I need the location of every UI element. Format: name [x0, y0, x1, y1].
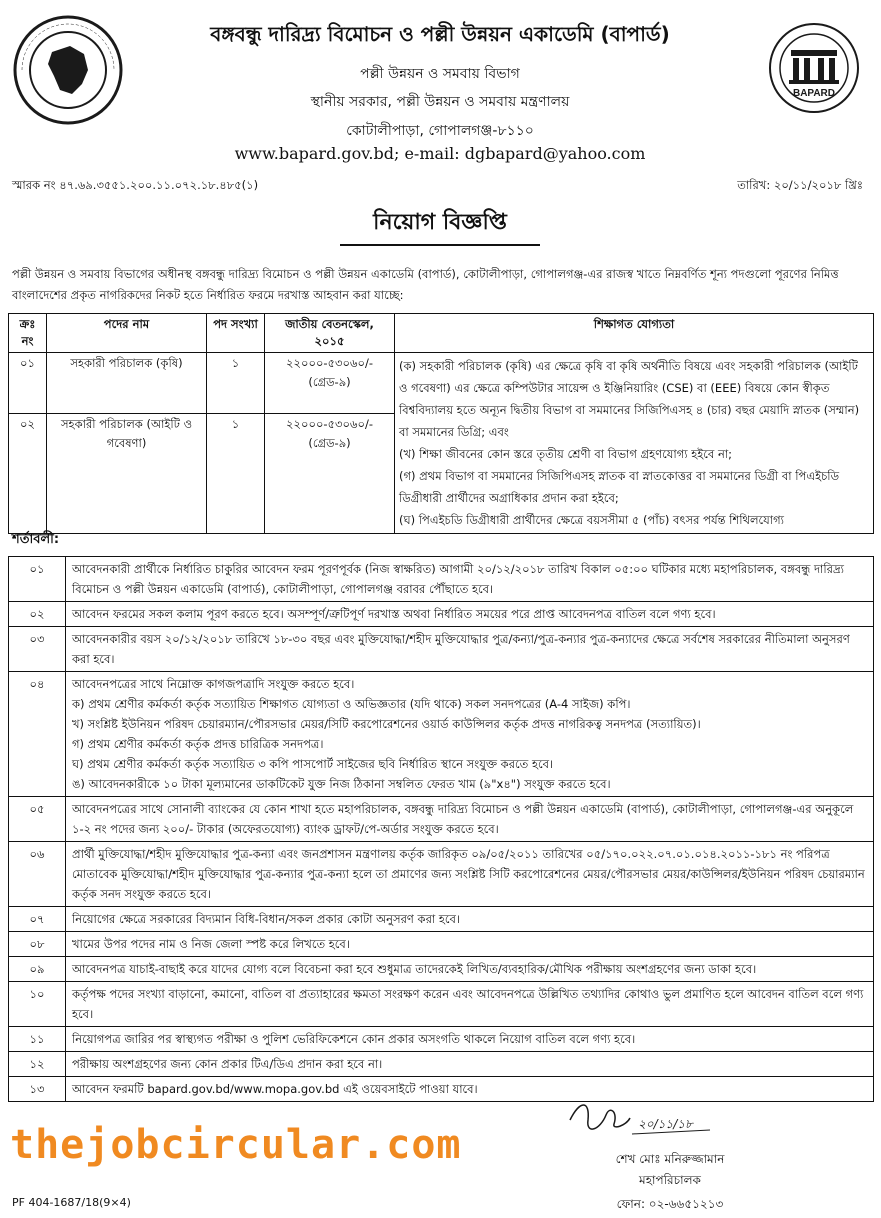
signature-scribble [560, 1090, 770, 1150]
government-seal-logo [12, 14, 124, 126]
term-number: ০১ [9, 557, 66, 602]
terms-table [8, 556, 874, 1102]
pf-code: PF 404-1687/18(9×4) [12, 1196, 131, 1209]
term-text: প্রার্থী মুক্তিযোদ্ধা/শহীদ মুক্তিযোদ্ধার পুত্র-কন্যা এবং জনপ্রশাসন মন্ত্রণালয় কর্তৃক জারিকৃত ০৯/০৫/২০১১ তারিখের ০৫/১৭০.০২২.০৭.০১.০১৪.২০১১-১৮১ নং পরিপত্র মোতাবেক মুক্তিযোদ্ধা/শহীদ মুক্তিযোদ্ধার পুত্র-কন্যার পুত্র-কন্যা হলে তা প্রমাণের জন্য সংশ্লিষ্ট সিটি করপোরেশনের মেয়র/পৌরসভার মেয়র/কাউন্সিলর/ইউনিয়ন পরিষদ চেয়ারম্যান কর্তৃক সনদ সংযুক্ত করতে হবে। [66, 842, 874, 907]
signature-date: ২০/১১/১৮ [638, 1117, 693, 1131]
pay-grade: (গ্রেড-৯) [308, 436, 351, 450]
post-name: সহকারী পরিচালক (আইটি ও গবেষণা) [47, 414, 207, 534]
post-serial: ০১ [9, 353, 47, 414]
qualification-item: (গ) প্রথম বিভাগ বা সমমানের সিজিপিএসহ স্নাতক বা স্নাতকোত্তর বা সমমানের ডিগ্রী বা পিএইচডি ডিগ্রীধারী প্রার্থীদের অগ্রাধিকার প্রদান করা হইবে; [399, 469, 840, 505]
term-number: ১০ [9, 982, 66, 1027]
signatory-name: শেখ মোঃ মনিরুজ্জামান [615, 1152, 725, 1166]
term-number: ১১ [9, 1027, 66, 1052]
col-post-count: পদ সংখ্যা [207, 314, 265, 353]
table-row [9, 1027, 874, 1052]
term-text: নিয়োগের ক্ষেত্রে সরকারের বিদ্যমান বিধি-বিধান/সকল প্রকার কোটা অনুসরণ করা হবে। [66, 907, 874, 932]
term-line: খ) সংশ্লিষ্ট ইউনিয়ন পরিষদ চেয়ারম্যান/পৌরসভার মেয়র/সিটি করপোরেশনের ওয়ার্ড কাউন্সিলর কর্তৃক প্রদত্ত নাগরিকত্ব সনদপত্র (সত্যায়িত)। [72, 717, 701, 731]
table-row [9, 932, 874, 957]
qualification-item: (ঘ) পিএইচডি ডিগ্রীধারী প্রার্থীদের ক্ষেত্রে বয়সসীমা ৫ (পাঁচ) বৎসর পর্যন্ত শিথিলযোগ্য [399, 513, 785, 527]
term-line: ঘ) প্রথম শ্রেণীর কর্মকর্তা কর্তৃক সত্যায়িত ৩ কপি পাসপোর্ট সাইজের ছবি নির্ধারিত স্থানে সংযুক্ত করতে হবে। [72, 757, 554, 771]
term-text: নিয়োগপত্র জারির পর স্বাস্থ্যগত পরীক্ষা ও পুলিশ ভেরিফিকেশনে কোন প্রকার অসংগতি থাকলে নিয়োগ বাতিল বলে গণ্য হবে। [66, 1027, 874, 1052]
term-line: ঙ) আবেদনকারীকে ১০ টাকা মূল্যমানের ডাকটিকেট যুক্ত নিজ ঠিকানা সম্বলিত ফেরত খাম (৯"x৪") সংযুক্ত করতে হবে। [72, 777, 611, 791]
posts-table [8, 313, 874, 534]
col-qualification: শিক্ষাগত যোগ্যতা [395, 314, 874, 353]
division-name: পল্লী উন্নয়ন ও সমবায় বিভাগ [360, 66, 520, 82]
pay-scale [265, 414, 395, 534]
table-row [9, 957, 874, 982]
intro-paragraph: পল্লী উন্নয়ন ও সমবায় বিভাগের অধীনস্থ বঙ্গবন্ধু দারিদ্র্য বিমোচন ও পল্লী উন্নয়ন একাডেমি (বাপার্ড), কোটালীপাড়া, গোপালগঞ্জ-এর রাজস্ব খাতে নিম্নবর্ণিত শূন্য পদগুলো পূরণের নিমিত্ত বাংলাদেশের প্রকৃত নাগরিকদের নিকট হতে নির্ধারিত ফরমে দরখাস্ত আহবান করা যাচ্ছে: [12, 267, 839, 302]
table-row [9, 1052, 874, 1077]
signatory-phone: ফোন: ০২-৬৬৫১২১৩ [616, 1197, 724, 1211]
pay-scale-amount: ২২০০০-৫৩০৬০/- [286, 356, 373, 370]
org-title: বঙ্গবন্ধু দারিদ্র্য বিমোচন ও পল্লী উন্নয়ন একাডেমি (বাপার্ড) [210, 22, 670, 46]
term-text: পরীক্ষায় অংশগ্রহণের জন্য কোন প্রকার টিএ/ডিএ প্রদান করা হবে না। [66, 1052, 874, 1077]
term-text: আবেদনকারীর বয়স ২০/১২/২০১৮ তারিখে ১৮-৩০ বছর এবং মুক্তিযোদ্ধা/শহীদ মুক্তিযোদ্ধার পুত্র/কন্যা/পুত্র-কন্যার পুত্র-কন্যাদের ক্ষেত্রে সর্বশেষ সরকারের নীতিমালা অনুসরণ করা হবে। [66, 627, 874, 672]
signatory-title: মহাপরিচালক [639, 1173, 701, 1187]
term-line: ক) প্রথম শ্রেণীর কর্মকর্তা কর্তৃক সত্যায়িত শিক্ষাগত যোগ্যতা ও অভিজ্ঞতার (যদি থাকে) সকল সনদপত্রের (A-4 সাইজ) কপি। [72, 697, 631, 711]
table-row [9, 797, 874, 842]
term-text: আবেদনকারী প্রার্থীকে নির্ধারিত চাকুরির আবেদন ফরম পূরণপূর্বক (নিজ স্বাক্ষরিত) আগামী ২০/১২/২০১৮ তারিখ বিকাল ০৫:০০ ঘটিকার মধ্যে মহাপরিচালক, বঙ্গবন্ধু দারিদ্র্য বিমোচন ও পল্লী উন্নয়ন একাডেমি (বাপার্ড), কোটালীপাড়া, গোপালগঞ্জ বরাবর পৌঁছাতে হবে। [66, 557, 874, 602]
pay-scale [265, 353, 395, 414]
term-number: ০২ [9, 602, 66, 627]
qualification-item: (খ) শিক্ষা জীবনের কোন স্তরে তৃতীয় শ্রেণী বা বিভাগ গ্রহণযোগ্য হইবে না; [399, 447, 733, 461]
table-row [9, 842, 874, 907]
pay-grade: (গ্রেড-৯) [308, 375, 351, 389]
term-text: কর্তৃপক্ষ পদের সংখ্যা বাড়ানো, কমানো, বাতিল বা প্রত্যাহারের ক্ষমতা সংরক্ষণ করেন এবং আবেদনপত্রে উল্লিখিত তথ্যাদির কোথাও ভুল প্রমাণিত হলে আবেদন বাতিল বলে গণ্য হবে। [66, 982, 874, 1027]
bapard-logo-text: BAPARD [792, 88, 836, 99]
bapard-logo [765, 14, 863, 130]
term-number: ০৫ [9, 797, 66, 842]
table-row [9, 557, 874, 602]
term-number: ০৮ [9, 932, 66, 957]
notice-date: তারিখ: ২০/১১/২০১৮ খ্রিঃ [737, 178, 863, 192]
terms-heading: শর্তাবলী: [12, 532, 60, 547]
term-text: আবেদন ফরমের সকল কলাম পূরণ করতে হবে। অসম্পূর্ণ/ত্রুটিপূর্ণ দরখাস্ত অথবা নির্ধারিত সময়ের পরে প্রাপ্ত আবেদনপত্র বাতিল বলে গণ্য হবে। [66, 602, 874, 627]
term-number: ১২ [9, 1052, 66, 1077]
term-text [66, 672, 874, 797]
post-serial: ০২ [9, 414, 47, 534]
col-serial: ক্রঃ নং [9, 314, 47, 353]
term-number: ০৬ [9, 842, 66, 907]
posts-table-header [9, 314, 874, 353]
col-post-name: পদের নাম [47, 314, 207, 353]
table-row [9, 627, 874, 672]
term-line: গ) প্রথম শ্রেণীর কর্মকর্তা কর্তৃক প্রদত্ত চারিত্রিক সনদপত্র। [72, 737, 324, 751]
table-row [9, 907, 874, 932]
term-text: আবেদনপত্র যাচাই-বাছাই করে যাদের যোগ্য বলে বিবেচনা করা হবে শুধুমাত্র তাদেরকেই লিখিত/ব্যবহারিক/মৌখিক পরীক্ষায় অংশগ্রহণের জন্য ডাকা হবে। [66, 957, 874, 982]
term-number: ০৪ [9, 672, 66, 797]
notice-title: নিয়োগ বিজ্ঞপ্তি [340, 205, 540, 246]
memo-number: স্মারক নং ৪৭.৬৯.৩৫৫১.২০০.১১.০৭২.১৮.৪৮৫(১) [12, 178, 259, 192]
post-count: ১ [207, 353, 265, 414]
pay-scale-amount: ২২০০০-৫৩০৬০/- [286, 417, 373, 431]
term-text: খামের উপর পদের নাম ও নিজ জেলা স্পষ্ট করে লিখতে হবে। [66, 932, 874, 957]
table-row [9, 353, 874, 414]
address: কোটালীপাড়া, গোপালগঞ্জ-৮১১০ [346, 123, 534, 139]
term-text: আবেদনপত্রের সাথে সোনালী ব্যাংকের যে কোন শাখা হতে মহাপরিচালক, বঙ্গবন্ধু দারিদ্র্য বিমোচন ও পল্লী উন্নয়ন একাডেমি (বাপার্ড), কোটালীপাড়া, গোপালগঞ্জ-এর অনুকূলে ১-২ নং পদের জন্য ২০০/- টাকার (অফেরতযোগ্য) ব্যাংক ড্রাফট/পে-অর্ডার সংযুক্ত করতে হবে। [66, 797, 874, 842]
table-row [9, 602, 874, 627]
term-number: ০৩ [9, 627, 66, 672]
qualification-item: (ক) সহকারী পরিচালক (কৃষি) এর ক্ষেত্রে কৃষি বা কৃষি অর্থনীতি বিষয়ে এবং সহকারী পরিচালক (আইটি ও গবেষণা) এর ক্ষেত্রে কম্পিউটার সায়েন্স ও ইঞ্জিনিয়ারিং (CSE) বা (EEE) বিষয়ে কোন স্বীকৃত বিশ্ববিদ্যালয় হতে অন্যূন দ্বিতীয় বিভাগ বা সমমানের সিজিপিএসহ ৪ (চার) বছর মেয়াদি স্নাতক (সম্মান) বা সমমানের ডিগ্রি; এবং [399, 359, 860, 439]
term-line: আবেদনপত্রের সাথে নিম্নোক্ত কাগজপত্রাদি সংযুক্ত করতে হবে। [72, 677, 355, 691]
col-pay-scale: জাতীয় বেতনস্কেল, ২০১৫ [265, 314, 395, 353]
table-row [9, 982, 874, 1027]
term-number: ০৯ [9, 957, 66, 982]
table-row [9, 672, 874, 797]
post-name: সহকারী পরিচালক (কৃষি) [47, 353, 207, 414]
qualification-cell [395, 353, 874, 534]
website-email: www.bapard.gov.bd; e-mail: dgbapard@yahoo.com [234, 144, 646, 163]
ministry-name: স্থানীয় সরকার, পল্লী উন্নয়ন ও সমবায় মন্ত্রণালয় [310, 94, 570, 110]
watermark: thejobcircular.com [10, 1122, 462, 1168]
post-count: ১ [207, 414, 265, 534]
term-text: আবেদন ফরমটি bapard.gov.bd/www.mopa.gov.bd এই ওয়েবসাইটে পাওয়া যাবে। [66, 1077, 874, 1102]
term-number: ১৩ [9, 1077, 66, 1102]
term-number: ০৭ [9, 907, 66, 932]
